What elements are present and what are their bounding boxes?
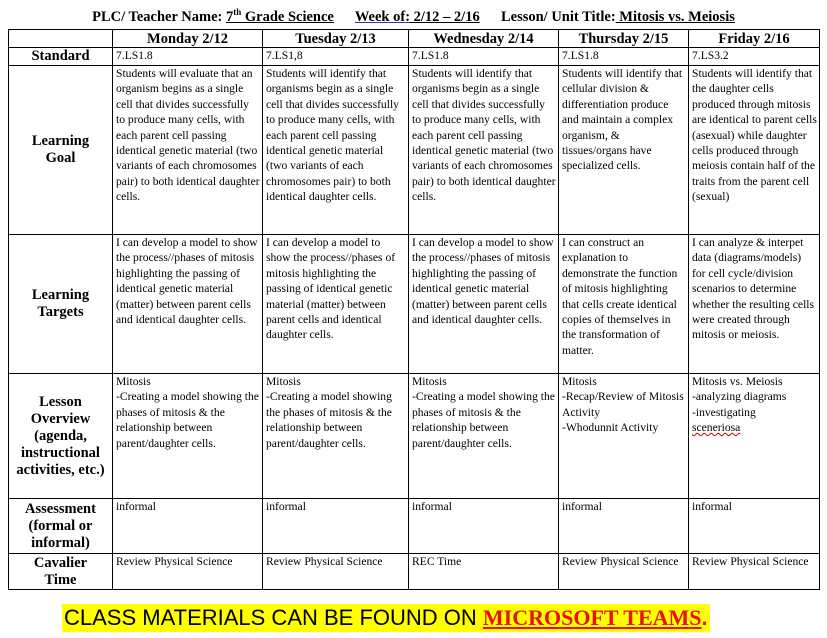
week-value: 2/12 – 2/16 — [410, 8, 480, 25]
lesson-overview-row — [9, 374, 820, 499]
microsoft-teams-link[interactable]: MICROSOFT TEAMS — [482, 605, 702, 630]
assessment-cell: informal — [113, 499, 263, 554]
standard-cell: 7.LS3.2 — [689, 48, 820, 66]
overview-activity-misspelled: sceneriosa — [692, 421, 741, 435]
overview-activity: -Whodunnit Activity — [562, 421, 659, 435]
overview-activity: -Recap/Review of Mitosis Activity — [562, 390, 684, 419]
row-label-learning-goal: Learning Goal — [9, 66, 113, 235]
overview-activity: -Creating a model showing the phases of mitosis & the relationship between parent/daughter cells. — [412, 390, 555, 450]
class-materials-notice — [62, 604, 710, 632]
learning-goal-row — [9, 66, 820, 235]
assessment-row — [9, 499, 820, 554]
learning-goal-cell: Students will identify that organisms begin as a single cell that divides successfully to produce many cells, with each parent cell passing identical genetic material (two variants of each chromosomes pair) to both identical daughter cells. — [409, 66, 559, 235]
learning-target-cell: I can develop a model to show the process//phases of mitosis highlighting the passing of identical genetic material (matter) between parent cells and identical daughter cells. — [113, 235, 263, 374]
notice-text: CLASS MATERIALS CAN BE FOUND ON — [64, 605, 483, 630]
learning-goal-cell: Students will identify that organisms begin as a single cell that divides successfully to produce many cells, with each parent cell passing identical genetic material (two variants of each chromosomes pair) to both identical daughter cells. — [263, 66, 409, 235]
learning-targets-row — [9, 235, 820, 374]
cavalier-time-row — [9, 554, 820, 590]
cavalier-time-cell: REC Time — [409, 554, 559, 590]
standard-cell: 7.LS1.8 — [559, 48, 689, 66]
overview-topic: Mitosis vs. Meiosis — [692, 375, 783, 388]
assessment-cell: informal — [263, 499, 409, 554]
plan-header — [0, 2, 827, 24]
notice-period: . — [701, 605, 708, 630]
overview-topic: Mitosis — [412, 375, 447, 388]
row-label-cavalier-time: Cavalier Time — [9, 554, 113, 590]
day-header-wednesday: Wednesday 2/14 — [409, 30, 559, 48]
standard-row — [9, 48, 820, 66]
row-label-standard: Standard — [9, 48, 113, 66]
teacher-name — [226, 9, 334, 25]
assessment-cell: informal — [409, 499, 559, 554]
cavalier-time-cell: Review Physical Science — [559, 554, 689, 590]
cavalier-time-cell: Review Physical Science — [689, 554, 820, 590]
learning-target-cell: I can develop a model to show the process//phases of mitosis highlighting the passing of identical genetic material (matter) between parent cells and identical daughter cells. — [263, 235, 409, 374]
overview-activity: -analyzing diagrams — [692, 390, 787, 404]
cavalier-time-cell: Review Physical Science — [113, 554, 263, 590]
corner-cell — [9, 30, 113, 48]
overview-topic: Mitosis — [562, 375, 597, 388]
lesson-overview-cell — [409, 374, 559, 499]
assessment-cell: informal — [689, 499, 820, 554]
standard-cell: 7.LS1.8 — [409, 48, 559, 66]
teacher-grade: 7 — [225, 8, 234, 25]
learning-goal-cell: Students will identify that cellular division & differentiation produce and maintain a complex organism, & tissues/organs have specialized cells. — [559, 66, 689, 235]
lesson-overview-cell — [559, 374, 689, 499]
overview-topic: Mitosis — [116, 375, 151, 388]
teacher-grade-suffix: th — [233, 7, 242, 17]
day-header-tuesday: Tuesday 2/13 — [263, 30, 409, 48]
row-label-lesson-overview: Lesson Overview (agenda, instructional activities, etc.) — [9, 374, 113, 499]
teacher-label: PLC/ Teacher Name: — [92, 8, 223, 25]
lesson-plan-table — [8, 29, 820, 590]
overview-activity: -Creating a model showing the phases of mitosis & the relationship between parent/daughter cells. — [266, 390, 392, 450]
overview-activity: -investigating — [692, 405, 756, 419]
standard-cell: 7.LS1.8 — [113, 48, 263, 66]
day-header-friday: Friday 2/16 — [689, 30, 820, 48]
day-header-thursday: Thursday 2/15 — [559, 30, 689, 48]
teacher-subject: Grade Science — [241, 8, 334, 25]
learning-target-cell: I can develop a model to show the process//phases of mitosis highlighting the passing of identical genetic material (matter) between parent cells and identical daughter cells. — [409, 235, 559, 374]
standard-cell: 7.LS1,8 — [263, 48, 409, 66]
day-header-row — [9, 30, 820, 48]
lesson-overview-cell — [113, 374, 263, 499]
overview-activity: -Creating a model showing the phases of mitosis & the relationship between parent/daughter cells. — [116, 390, 259, 450]
cavalier-time-cell: Review Physical Science — [263, 554, 409, 590]
row-label-learning-targets: Learning Targets — [9, 235, 113, 374]
lesson-title: Mitosis vs. Meiosis — [615, 8, 735, 25]
lesson-overview-cell — [263, 374, 409, 499]
learning-target-cell: I can analyze & interpet data (diagrams/models) for cell cycle/division scenarios to determine whether the resulting cells were created through mitosis or meiosis. — [689, 235, 820, 374]
learning-target-cell: I can construct an explanation to demonstrate the function of mitosis highlighting that cells create identical copies of themselves in the transformation of matter. — [559, 235, 689, 374]
learning-goal-cell: Students will identify that the daughter cells produced through mitosis are identical to parent cells (asexual) while daughter cells produced through meiosis contain half of the traits from the parent cell (sexual) — [689, 66, 820, 235]
row-label-assessment: Assessment (formal or informal) — [9, 499, 113, 554]
lesson-overview-cell — [689, 374, 820, 499]
learning-goal-cell: Students will evaluate that an organism begins as a single cell that divides successfully to produce many cells, with each parent cell passing identical genetic material (two variants of each chromosomes pair) to both identical daughter cells. — [113, 66, 263, 235]
week-label: Week of: — [354, 8, 411, 25]
day-header-monday: Monday 2/12 — [113, 30, 263, 48]
lesson-label: Lesson/ Unit Title: — [500, 8, 616, 25]
overview-topic: Mitosis — [266, 375, 301, 388]
assessment-cell: informal — [559, 499, 689, 554]
